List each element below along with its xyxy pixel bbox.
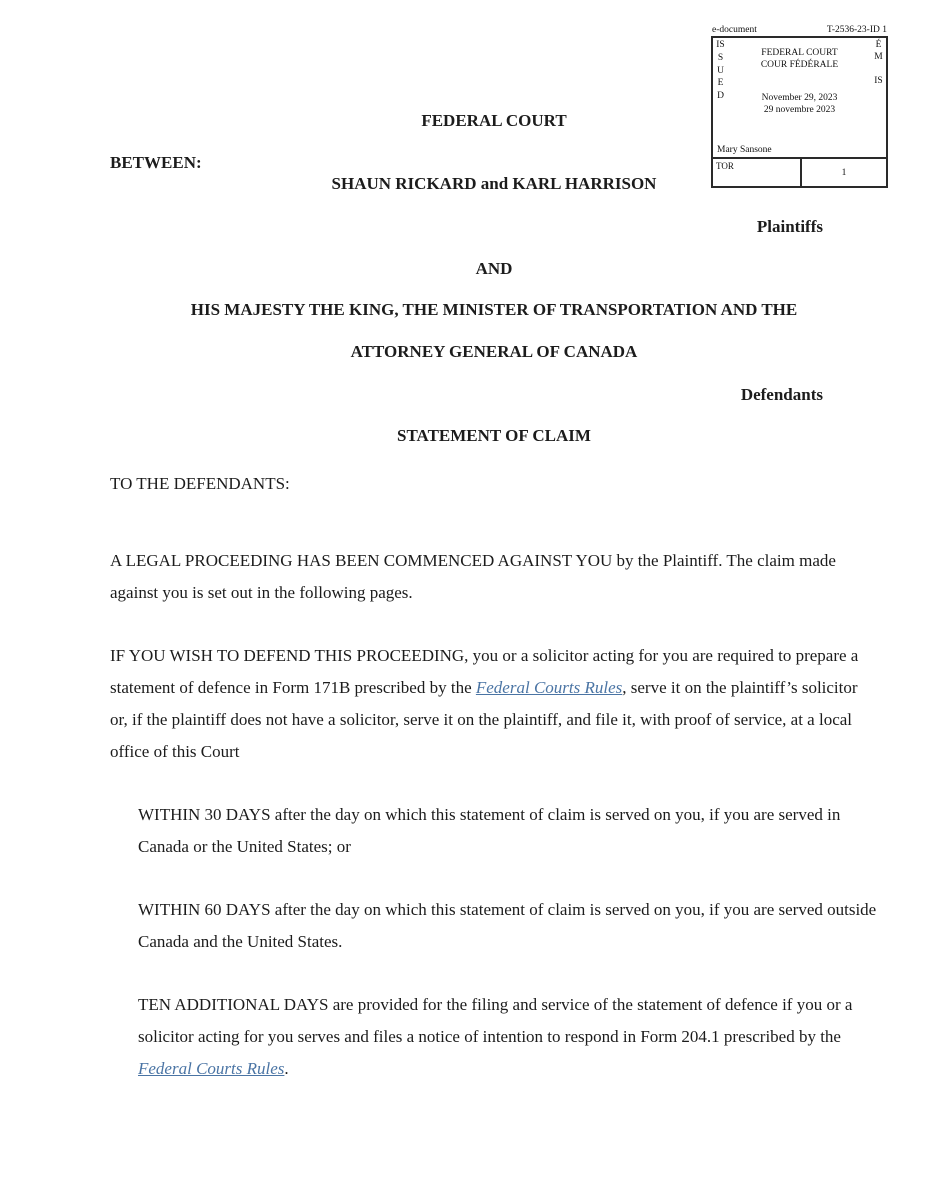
- ten-additional-days-paragraph: [138, 989, 878, 1085]
- within-30-days-paragraph: WITHIN 30 DAYS after the day on which this statement of claim is served on you, if you are served in Canada or the United States; or: [138, 805, 841, 856]
- e-document-label: e-document: [712, 25, 757, 35]
- plaintiffs-label: Plaintiffs: [756, 217, 823, 236]
- emis-vertical-text-bottom: IS: [874, 76, 883, 86]
- notice-paragraph: A LEGAL PROCEEDING HAS BEEN COMMENCED AGAINST YOU by the Plaintiff. The claim made against you is set out in the following pages.: [110, 551, 836, 602]
- document-content: [110, 0, 878, 1085]
- stamp-court-name-fr: COUR FÉDÉRALE: [760, 59, 839, 70]
- stamp-court-name-en: FEDERAL COURT: [761, 48, 838, 58]
- federal-courts-rules-link[interactable]: Federal Courts Rules: [475, 678, 623, 697]
- defend-paragraph-text-after: , serve it on the plaintiff’s solicitor or, if the plaintiff does not have a solicitor, serve it on the plaintiff, and file it, with proof of service, at a local office of this Court: [110, 678, 858, 761]
- defendant-names-line2: ATTORNEY GENERAL OF CANADA: [350, 342, 638, 361]
- registry-officer-name: Mary Sansone: [717, 145, 772, 155]
- and-separator: AND: [475, 259, 513, 278]
- issued-vertical-text: ISSUED: [716, 40, 725, 102]
- ten-additional-days-text-before: TEN ADDITIONAL DAYS are provided for the filing and service of the statement of defence if you or a solicitor acting for you serves and files a notice of intention to respond in Form 204.1 prescribed by the: [138, 995, 853, 1046]
- emis-vertical-text-top: ÉM: [874, 40, 883, 62]
- court-file-number: T-2536-23-ID 1: [826, 25, 887, 35]
- ten-additional-days-text-after: .: [284, 1059, 289, 1078]
- plaintiff-names: SHAUN RICKARD and KARL HARRISON: [331, 174, 657, 193]
- salutation: TO THE DEFENDANTS:: [110, 474, 290, 493]
- within-60-days-paragraph: WITHIN 60 DAYS after the day on which this statement of claim is served on you, if you are served outside Canada and the United States.: [138, 900, 877, 951]
- stamp-issue-date-en: November 29, 2023: [761, 93, 838, 103]
- defend-paragraph-text-before: IF YOU WISH TO DEFEND THIS PROCEEDING, you or a solicitor acting for you are required to prepare a statement of defence in Form 171B prescribed by the: [110, 646, 859, 697]
- court-title: FEDERAL COURT: [421, 111, 567, 130]
- defend-paragraph: [110, 640, 878, 768]
- document-title: STATEMENT OF CLAIM: [397, 426, 591, 445]
- between-label: BETWEEN:: [110, 153, 202, 172]
- defendants-label: Defendants: [740, 385, 823, 404]
- stamp-issue-date-fr: 29 novembre 2023: [763, 104, 836, 115]
- registry-office-code: TOR: [716, 161, 734, 171]
- stamp-copy-number: 1: [800, 159, 886, 186]
- federal-courts-rules-link-2[interactable]: Federal Courts Rules: [138, 1059, 285, 1078]
- defendant-names-line1: HIS MAJESTY THE KING, THE MINISTER OF TRANSPORTATION AND THE: [190, 300, 798, 319]
